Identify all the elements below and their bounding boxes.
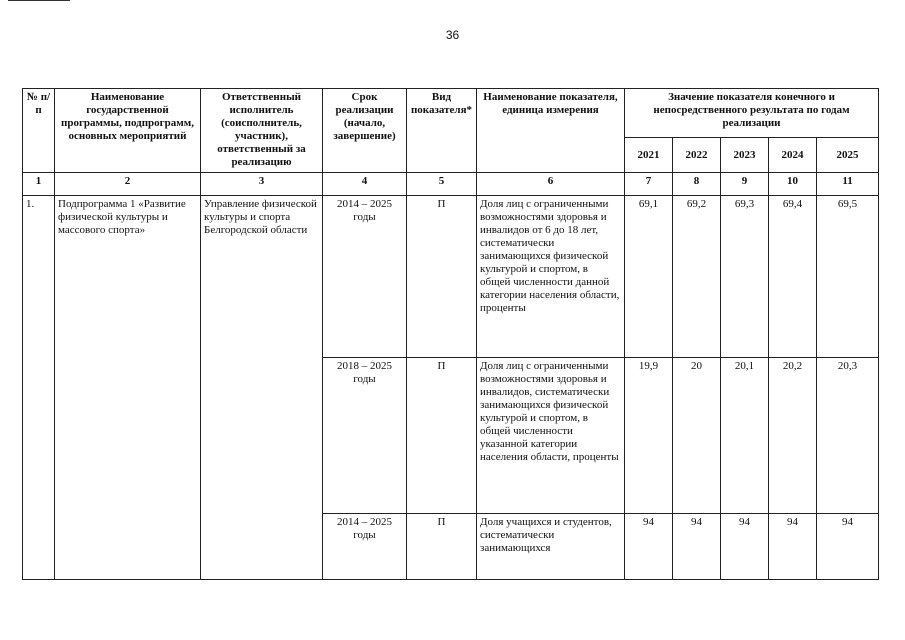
value-2023: 94 [721, 514, 769, 580]
indicator-name: Доля учащихся и студентов, систематически занимающихся [477, 514, 625, 580]
colnum-8: 8 [673, 173, 721, 196]
value-2021: 19,9 [625, 358, 673, 514]
header-executor: Ответственный исполнитель (соисполнитель, участник), ответственный за реализацию [201, 89, 323, 173]
indicator-type: П [407, 514, 477, 580]
value-2025: 94 [817, 514, 879, 580]
indicator-term: 2014 – 2025 годы [323, 196, 407, 358]
colnum-11: 11 [817, 173, 879, 196]
colnum-9: 9 [721, 173, 769, 196]
value-2025: 69,5 [817, 196, 879, 358]
header-term: Срок реализации (начало, завершение) [323, 89, 407, 173]
executor-name: Управление физической культуры и спорта Белгородской области [201, 196, 323, 580]
colnum-1: 1 [23, 173, 55, 196]
colnum-4: 4 [323, 173, 407, 196]
indicator-name: Доля лиц с ограниченными возможностями здоровья и инвалидов, систематически занимающихся физической культурой и спортом, в общей численности указанной категории населения области, проценты [477, 358, 625, 514]
indicator-type: П [407, 196, 477, 358]
scan-corner-mark [8, 0, 70, 3]
value-2024: 20,2 [769, 358, 817, 514]
row-num: 1. [23, 196, 55, 580]
value-2024: 94 [769, 514, 817, 580]
year-2022: 2022 [673, 138, 721, 173]
year-2025: 2025 [817, 138, 879, 173]
header-indicator: Наименование показателя, единица измерения [477, 89, 625, 173]
colnum-10: 10 [769, 173, 817, 196]
colnum-6: 6 [477, 173, 625, 196]
colnum-2: 2 [55, 173, 201, 196]
column-numbers-row [23, 173, 879, 196]
value-2021: 94 [625, 514, 673, 580]
page-number: 36 [445, 28, 460, 42]
year-2023: 2023 [721, 138, 769, 173]
value-2022: 69,2 [673, 196, 721, 358]
value-2021: 69,1 [625, 196, 673, 358]
table-row [23, 196, 879, 358]
colnum-7: 7 [625, 173, 673, 196]
year-2021: 2021 [625, 138, 673, 173]
value-2024: 69,4 [769, 196, 817, 358]
indicators-table [22, 88, 879, 580]
indicator-name: Доля лиц с ограниченными возможностями здоровья и инвалидов от 6 до 18 лет, систематически занимающихся физической культурой и спортом, в общей численности данной категории населения области, проценты [477, 196, 625, 358]
program-name: Подпрограмма 1 «Развитие физической культуры и массового спорта» [55, 196, 201, 580]
header-type: Вид показателя* [407, 89, 477, 173]
value-2022: 94 [673, 514, 721, 580]
indicator-term: 2018 – 2025 годы [323, 358, 407, 514]
indicator-term: 2014 – 2025 годы [323, 514, 407, 580]
value-2023: 69,3 [721, 196, 769, 358]
header-num: № п/п [23, 89, 55, 173]
header-values: Значение показателя конечного и непосредственного результата по годам реализации [625, 89, 879, 138]
value-2023: 20,1 [721, 358, 769, 514]
value-2022: 20 [673, 358, 721, 514]
header-row [23, 89, 879, 138]
header-program: Наименование государственной программы, подпрограмм, основных мероприятий [55, 89, 201, 173]
colnum-5: 5 [407, 173, 477, 196]
year-2024: 2024 [769, 138, 817, 173]
value-2025: 20,3 [817, 358, 879, 514]
indicator-type: П [407, 358, 477, 514]
colnum-3: 3 [201, 173, 323, 196]
